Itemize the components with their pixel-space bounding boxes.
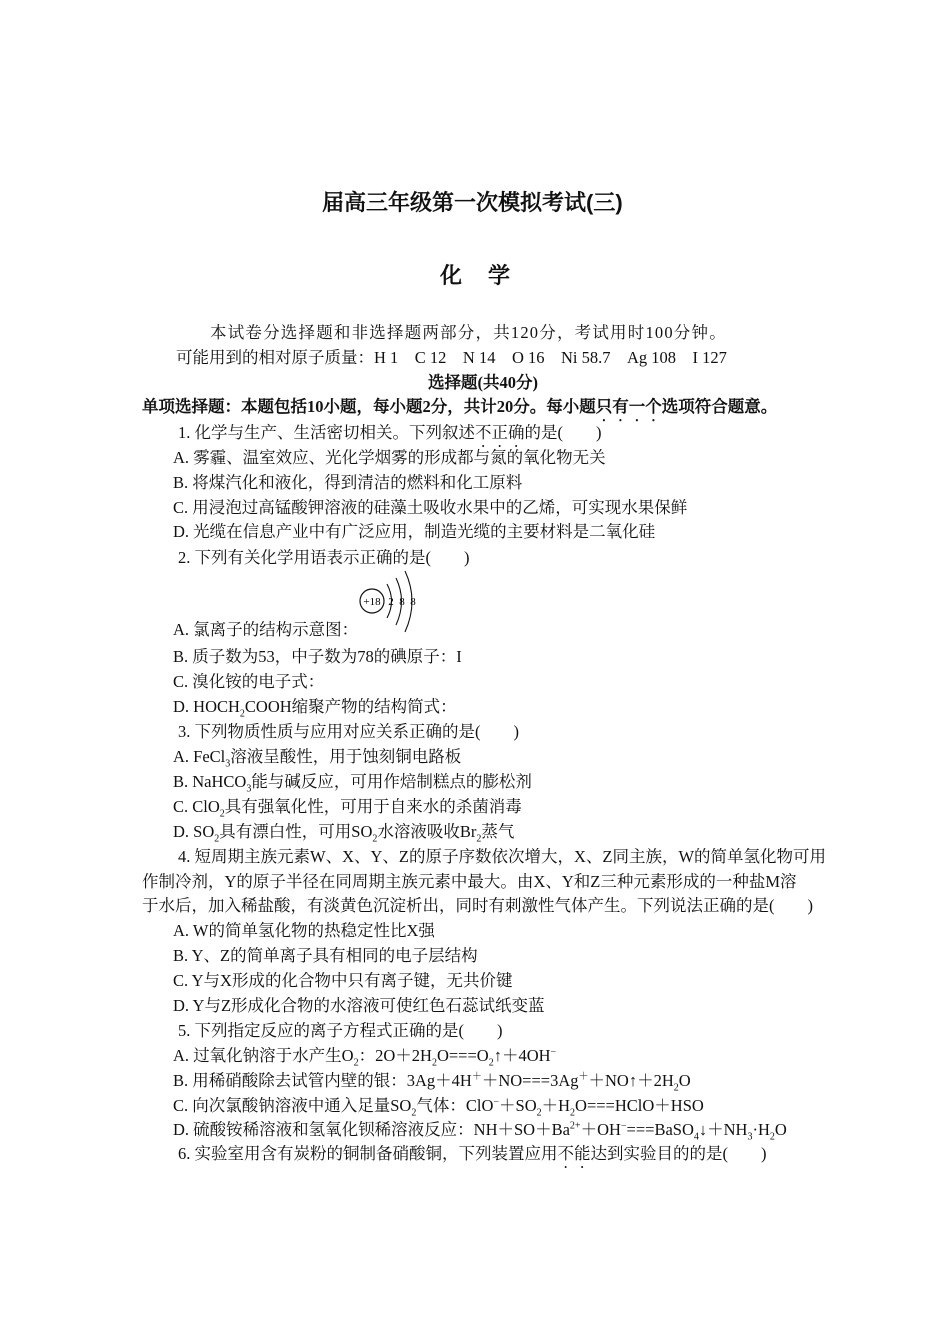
- q5-a-sup: −: [550, 1046, 557, 1058]
- q5-c-t4: ＋H: [541, 1096, 571, 1115]
- q5-b-t2: ＋NO===3Ag: [481, 1071, 579, 1090]
- atomic-masses: 可能用到的相对原子质量：H 1 C 12 N 14 O 16 Ni 58.7 Ag 108 I 127: [176, 348, 727, 367]
- q6-stem: [178, 1144, 767, 1172]
- section-instruction: [142, 397, 777, 425]
- q3-a-text-end: 溶液呈酸性，用于蚀刻铜电路板: [230, 747, 462, 766]
- q3-a-text: A. FeCl: [173, 747, 226, 766]
- q1-option-b: B. 将煤汽化和液化，得到清洁的燃料和化工原料: [173, 473, 523, 492]
- q5-option-c: [173, 1096, 704, 1119]
- q5-option-b: [173, 1071, 691, 1094]
- q2-stem: 2. 下列有关化学用语表示正确的是( ): [178, 548, 470, 567]
- q5-option-a: [173, 1046, 557, 1069]
- q1-stem-end: 的是( ): [524, 423, 602, 442]
- q3-option-b: [173, 772, 532, 795]
- q3-stem: 3. 下列物质性质与应用对应关系正确的是( ): [178, 722, 519, 741]
- q3-option-d: [173, 822, 515, 845]
- exam-title: 届高三年级第一次模拟考试(三): [322, 190, 623, 215]
- q5-c-sup: −: [493, 1096, 500, 1108]
- q6-stem-emphasis: 不能: [557, 1144, 591, 1163]
- q5-c-t2: 气体：ClO: [416, 1096, 494, 1115]
- q5-d-s1: 4: [693, 1131, 699, 1143]
- q5-d-s2: 3: [747, 1131, 753, 1143]
- q3-c-text-end: 具有强氧化性，可用于自来水的杀菌消毒: [224, 797, 522, 816]
- q1-option-a: A. 雾霾、温室效应、光化学烟雾的形成都与氮的氧化物无关: [173, 448, 606, 467]
- q5-c-s3: 2: [570, 1107, 576, 1119]
- q2-option-a: A. 氯离子的结构示意图：: [173, 620, 359, 639]
- chloride-ion-structure-diagram: [356, 568, 426, 634]
- q2-d-text: D. HOCH: [173, 697, 240, 716]
- q1-option-c: C. 用浸泡过高锰酸钾溶液的硅藻土吸收水果中的乙烯，可实现水果保鲜: [173, 498, 688, 517]
- q5-d-t2: ＋OH: [580, 1120, 621, 1139]
- q5-d-t6: O: [774, 1120, 787, 1139]
- q5-a-t4: ↑＋4OH: [493, 1046, 551, 1065]
- q5-c-t3: ＋SO: [499, 1096, 537, 1115]
- q3-d-sub-3: 2: [476, 833, 482, 845]
- q5-a-s3: 2: [488, 1057, 494, 1069]
- q5-c-s1: 2: [411, 1107, 417, 1119]
- q3-d-text-2: 具有漂白性，可用SO: [219, 822, 373, 841]
- q3-d-text-3: 水溶液吸收Br: [377, 822, 477, 841]
- section-title: 选择题(共40分): [428, 373, 538, 392]
- q5-stem: 5. 下列指定反应的离子方程式正确的是( ): [178, 1021, 503, 1040]
- q5-b-s: 2: [673, 1082, 679, 1094]
- q1-option-d: D. 光缆在信息产业中有广泛应用，制造光缆的主要材料是二氧化硅: [173, 522, 656, 541]
- q3-option-c: [173, 797, 522, 820]
- q5-b-t1: B. 用稀硝酸除去试管内壁的银：3Ag＋4H: [173, 1071, 472, 1090]
- q5-d-s3: 2: [769, 1131, 775, 1143]
- q5-b-t4: O: [678, 1071, 691, 1090]
- q2-option-d: [173, 697, 457, 720]
- shell-2-count: 8: [399, 596, 405, 608]
- q5-d-t4: ↓＋NH: [698, 1120, 748, 1139]
- shell-3-count: 8: [410, 596, 416, 608]
- q5-c-t5: O===HClO＋HSO: [575, 1096, 704, 1115]
- subject-title: 化学: [440, 263, 537, 288]
- q3-d-text-1: D. SO: [173, 822, 215, 841]
- q1-stem: [178, 423, 602, 451]
- instruction-emphasis: 只有一个: [595, 397, 662, 416]
- nucleus-charge: +18: [363, 596, 381, 608]
- q1-stem-emphasis: 不正确: [475, 423, 525, 442]
- q4-stem-line-3: 于水后，加入稀盐酸，有淡黄色沉淀析出，同时有刺激性气体产生。下列说法正确的是( ): [142, 896, 813, 915]
- q4-option-a: A. W的简单氢化物的热稳定性比X强: [173, 921, 435, 940]
- q5-d-sup2: −: [620, 1120, 627, 1132]
- q6-stem-text: 6. 实验室用含有炭粉的铜制备硝酸铜，下列装置应用: [178, 1144, 558, 1163]
- q3-b-text-end: 能与碱反应，可用作焙制糕点的膨松剂: [251, 772, 532, 791]
- q5-b-sup1: ＋: [471, 1071, 482, 1083]
- q2-d-text-end: COOH缩聚产物的结构简式：: [244, 697, 457, 716]
- q5-d-t1: D. 硫酸铵稀溶液和氢氧化钡稀溶液反应：NH＋SO＋Ba: [173, 1120, 570, 1139]
- q3-option-a: [173, 747, 462, 770]
- q3-b-sub: 3: [246, 783, 252, 795]
- q4-option-c: C. Y与X形成的化合物中只有离子键，无共价键: [173, 971, 513, 990]
- q5-a-t1: A. 过氧化钠溶于水产生O: [173, 1046, 354, 1065]
- q3-d-sub-2: 2: [372, 833, 378, 845]
- q5-d-t5: ·H: [752, 1120, 770, 1139]
- q5-c-t1: C. 向次氯酸钠溶液中通入足量SO: [173, 1096, 412, 1115]
- instruction-text: 单项选择题：本题包括10小题，每小题2分，共计20分。每小题: [142, 397, 596, 416]
- q1-stem-text: 1. 化学与生产、生活密切相关。下列叙述: [178, 423, 475, 442]
- q3-c-sub: 2: [219, 808, 225, 820]
- exam-note: 本试卷分选择题和非选择题两部分，共120分，考试用时100分钟。: [210, 323, 727, 342]
- q5-d-t3: ===BaSO: [626, 1120, 694, 1139]
- q6-stem-end: 达到实验目的的是( ): [590, 1144, 767, 1163]
- q3-d-sub-1: 2: [214, 833, 220, 845]
- q5-b-t3: ＋NO↑＋2H: [588, 1071, 674, 1090]
- q5-option-d: [173, 1120, 787, 1143]
- q5-c-s2: 2: [536, 1107, 542, 1119]
- q2-option-b: B. 质子数为53，中子数为78的碘原子：I: [173, 647, 462, 666]
- q2-d-sub: 2: [239, 708, 245, 720]
- q3-d-text-4: 蒸气: [481, 822, 515, 841]
- q5-a-t3: O===O: [436, 1046, 489, 1065]
- q4-stem-line-2: 作制冷剂，Y的原子半径在同周期主族元素中最大。由X、Y和Z三种元素形成的一种盐M溶: [142, 872, 797, 891]
- q5-a-t2: ：2O＋2H: [358, 1046, 432, 1065]
- q5-a-s2: 2: [431, 1057, 437, 1069]
- q3-a-sub: 3: [225, 758, 231, 770]
- q5-d-sup1: 2+: [569, 1120, 581, 1132]
- q4-option-d: D. Y与Z形成化合物的水溶液可使红色石蕊试纸变蓝: [173, 996, 545, 1015]
- q4-stem-line-1: 4. 短周期主族元素W、X、Y、Z的原子序数依次增大，X、Z同主族，W的简单氢化物可用: [178, 847, 827, 866]
- q3-b-text: B. NaHCO: [173, 772, 247, 791]
- q2-option-c: C. 溴化铵的电子式：: [173, 672, 325, 691]
- q3-c-text: C. ClO: [173, 797, 220, 816]
- q5-a-s1: 2: [353, 1057, 359, 1069]
- q5-b-sup2: ＋: [578, 1071, 589, 1083]
- instruction-text-end: 选项符合题意。: [661, 397, 778, 416]
- shell-1-count: 2: [388, 596, 394, 608]
- q4-option-b: B. Y、Z的简单离子具有相同的电子层结构: [173, 946, 478, 965]
